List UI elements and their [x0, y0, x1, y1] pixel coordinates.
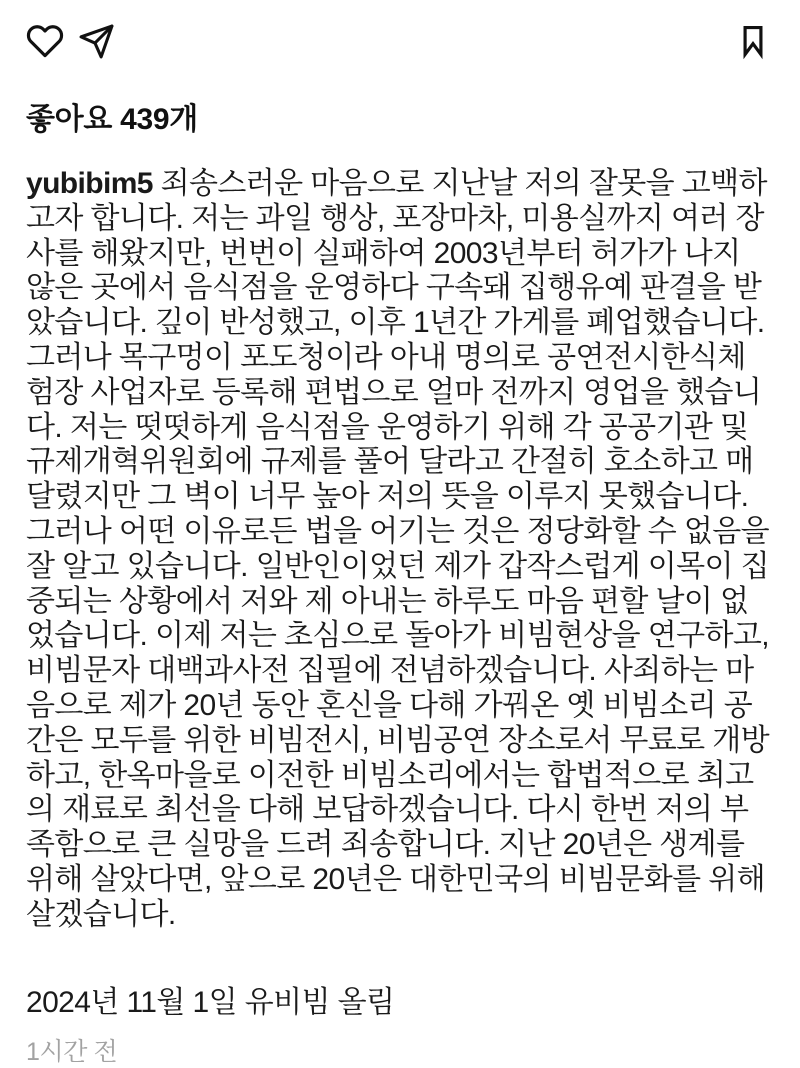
likes-count[interactable]: 좋아요 439개: [26, 103, 198, 136]
like-button[interactable]: [26, 22, 64, 60]
post-caption: [26, 167, 772, 933]
save-button[interactable]: [734, 22, 772, 60]
caption-attribution-line: 2024년 11월 1일 유비빔 올림: [26, 985, 395, 1019]
action-bar-left-group: [26, 22, 115, 60]
caption-text: 죄송스러운 마음으로 지난날 저의 잘못을 고백하고자 합니다. 저는 과일 행상, 포장마차, 미용실까지 여러 장사를 해왔지만, 번번이 실패하여 2003년부터 허가가 나지 않은 곳에서 음식점을 운영하다 구속돼 집행유예 판결을 받았습니다. 깊이 반성했고, 이후 1년간 가게를 폐업했습니다. 그러나 목구멍이 포도청이라 아내 명의로 공연전시한식체험장 사업자로 등록해 편법으로 얼마 전까지 영업을 했습니다. 저는 떳떳하게 음식점을 운영하기 위해 각 공공기관 및 규제개혁위원회에 규제를 풀어 달라고 간절히 호소하고 매달렸지만 그 벽이 너무 높아 저의 뜻을 이루지 못했습니다. 그러나 어떤 이유로든 법을 어기는 것은 정당화할 수 없음을 잘 알고 있습니다. 일반인이었던 제가 갑작스럽게 이목이 집중되는 상황에서 저와 제 아내는 하루도 마음 편할 날이 없었습니다. 이제 저는 초심으로 돌아가 비빔현상을 연구하고, 비빔문자 대백과사전 집필에 전념하겠습니다. 사죄하는 마음으로 제가 20년 동안 혼신을 다해 가꿔온 옛 비빔소리 공간은 모두를 위한 비빔전시, 비빔공연 장소로서 무료로 개방하고, 한옥마을로 이전한 비빔소리에서는 합법적으로 최고의 재료로 최선을 다해 보답하겠습니다. 다시 한번 저의 부족함으로 큰 실망을 드려 죄송합니다. 지난 20년은 생계를 위해 살았다면, 앞으로 20년은 대한민국의 비빔문화를 위해 살겠습니다.: [26, 167, 769, 931]
paper-plane-icon: [78, 23, 115, 60]
bookmark-icon: [734, 22, 772, 60]
username-link[interactable]: yubibim5: [26, 167, 153, 200]
post-timestamp: 1시간 전: [26, 1037, 118, 1066]
heart-icon: [26, 22, 64, 60]
share-button[interactable]: [78, 23, 115, 60]
post-action-bar: [26, 18, 772, 64]
